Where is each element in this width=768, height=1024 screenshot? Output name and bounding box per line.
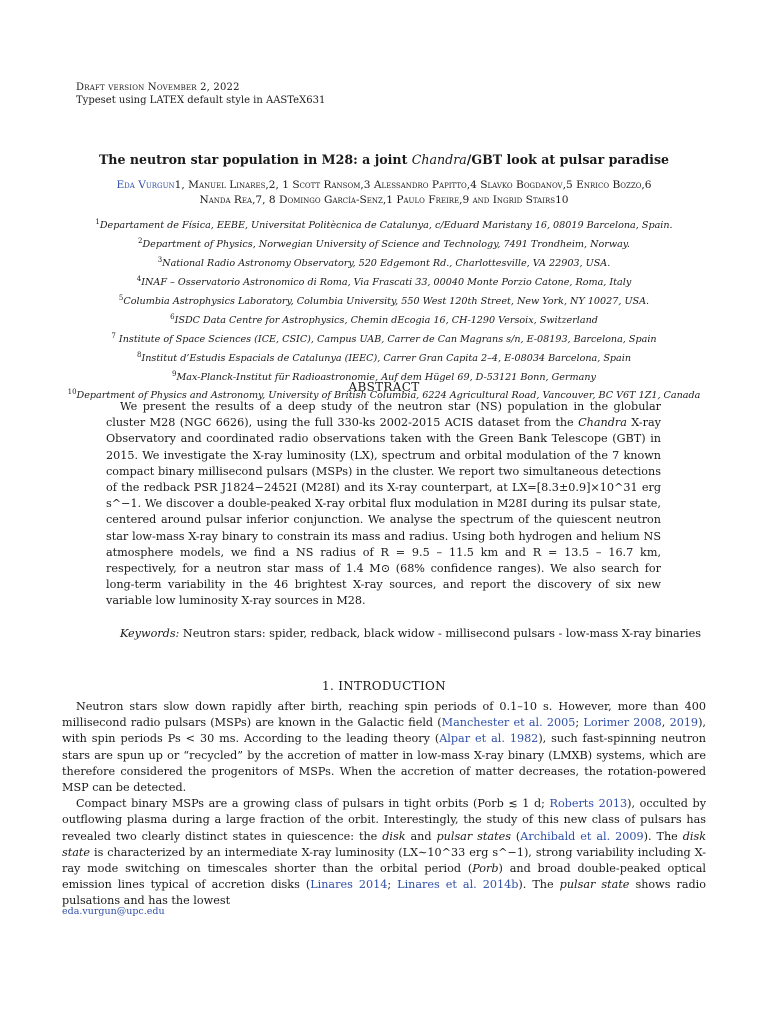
affiliation-5 xyxy=(20,291,748,310)
intro-text: Compact binary MSPs are a growing class of pulsars in tight orbits (Porb ≲ 1 d; xyxy=(76,797,550,811)
citation-link[interactable]: 2019 xyxy=(669,716,699,730)
section-heading-introduction: 1. INTRODUCTION xyxy=(322,679,446,693)
citation-link[interactable]: Manchester et al. 2005 xyxy=(441,716,576,730)
intro-text: ), occulted by outflowing plasma during a large fraction of the orbit. Interestingly, the study of this new class of pulsars has revealed two clearly distinct states in quiescence: the xyxy=(62,797,707,843)
abstract-part-1: We present the results of a deep study of the neutron star (NS) population in the globular cluster M28 (NGC 6626), using the full 330-ks 2002-2015 ACIS dataset from the xyxy=(106,400,661,430)
intro-text: , xyxy=(661,716,670,730)
affiliation-text: Columbia Astrophysics Laboratory, Columbia University, 550 West 120th Street, New York, NY 10027, USA. xyxy=(123,295,650,307)
affiliation-6 xyxy=(20,310,748,329)
affiliation-text: INAF – Osservatorio Astronomico di Roma, Via Frascati 33, 00040 Monte Porzio Catone, Roma, Italy xyxy=(141,277,632,288)
intro-paragraph-2 xyxy=(62,796,706,909)
abstract-chandra: Chandra xyxy=(578,416,627,430)
intro-text: ), such fast-spinning neutron stars are spun up or “recycled” by the accretion of matter in low-mass X-ray binary (LMXB) systems, which are therefore considered the progenitors of MSPs. When the accretion of matter decreases, the rotation-powered MSP can be detected. xyxy=(62,732,706,795)
intro-text: ) and broad double-peaked optical emission lines typical of accretion disks ( xyxy=(62,862,707,892)
first-author-link[interactable]: Eda Vurgun xyxy=(116,179,175,191)
affiliation-3 xyxy=(20,253,748,272)
affiliation-1 xyxy=(20,215,748,234)
affiliation-4 xyxy=(20,272,748,291)
affiliation-text: Max-Planck-Institut für Radioastronomie, Auf dem Hügel 69, D-53121 Bonn, Germany xyxy=(176,371,596,383)
intro-emphasis: pulsar states xyxy=(436,829,511,843)
affiliation-number: 6 xyxy=(170,312,175,321)
intro-text: ; xyxy=(575,716,584,730)
title-part-1: The neutron star population in M28: a joint xyxy=(98,152,412,167)
citation-link[interactable]: Linares 2014 xyxy=(310,878,388,892)
author-list xyxy=(40,178,728,208)
affiliation-text: ISDC Data Centre for Astrophysics, Chemin dEcogia 16, CH-1290 Versoix, Switzerland xyxy=(174,314,598,326)
intro-text: Neutron stars slow down rapidly after birth, reaching spin periods of 0.1–10 s. However, more than 400 millisecond radio pulsars (MSPs) are known in the Galactic field ( xyxy=(62,700,706,730)
abstract-part-2: X-ray Observatory and coordinated radio observations taken with the Green Bank Telescope (GBT) in 2015. We investigate the X-ray luminosity (LX), spectrum and orbital modulation of the 7 known compact binary millisecond pulsars (MSPs) in the cluster. We report two simultaneous detections of the redback PSR J1824−2452I (M28I) and its X-ray counterpart, at LX=[8.3±0.9]×10^31 erg s^−1. We discover a double-peaked X-ray orbital flux modulation in M28I during its pulsar state, centered around pulsar inferior conjunction. We analyse the spectrum of the quiescent neutron star low-mass X-ray binary to constrain its mass and radius. Using both hydrogen and helium NS atmosphere models, we find a NS radius of R = 9.5 – 11.5 km and R = 13.5 – 16.7 km, respectively, for a neutron star mass of 1.4 M⊙ (68% confidence ranges). We also search for long-term variability in the 46 brightest X-ray sources, and report the discovery of six new variable low luminosity X-ray sources in M28. xyxy=(106,416,661,608)
affiliation-text: Department of Physics and Astronomy, University of British Columbia, 6224 Agricultural Road, Vancouver, BC V6T 1Z1, Canada xyxy=(76,390,701,402)
corresponding-email[interactable]: eda.vurgun@upc.edu xyxy=(62,906,165,917)
affiliation-text: Institute of Space Sciences (ICE, CSIC), Campus UAB, Carrer de Can Magrans s/n, E-08193, Barcelona, Spain xyxy=(115,333,657,345)
affiliation-number: 10 xyxy=(67,388,77,397)
intro-text: and xyxy=(405,829,437,843)
affiliation-7 xyxy=(20,329,748,348)
draft-version-line xyxy=(76,81,240,94)
first-author-sup: 1 xyxy=(174,179,182,191)
citation-link[interactable]: Roberts 2013 xyxy=(549,797,628,811)
citation-link[interactable]: Alpar et al. 1982 xyxy=(439,732,539,746)
affiliation-number: 9 xyxy=(172,369,177,378)
intro-text: ; xyxy=(387,878,398,892)
keywords-line xyxy=(106,626,706,642)
affiliation-number: 4 xyxy=(136,274,142,283)
intro-text: ). The xyxy=(643,829,683,843)
affiliation-number: 3 xyxy=(157,255,163,264)
intro-text: ), with spin periods Ps < 30 ms. According to the leading theory ( xyxy=(62,716,706,746)
intro-text: is characterized by an intermediate X-ray luminosity (LX∼10^33 erg s^−1), strong variability including X-ray mode switching on timescales shorter than the orbital period ( xyxy=(62,845,706,876)
intro-text: shows radio pulsations and has the lowest xyxy=(62,878,706,908)
draft-version-text: Draft version November 2, 2022 xyxy=(76,82,240,93)
affiliation-number: 8 xyxy=(136,350,142,359)
affiliation-number: 2 xyxy=(137,236,143,245)
intro-text: ). The xyxy=(518,878,560,892)
intro-text: ( xyxy=(510,829,521,843)
affiliation-text: National Radio Astronomy Observatory, 520 Edgemont Rd., Charlottesville, VA 22903, USA. xyxy=(162,258,611,270)
intro-paragraph-1 xyxy=(62,699,706,796)
affiliation-2 xyxy=(20,234,748,253)
citation-link[interactable]: Linares et al. 2014b xyxy=(397,878,519,892)
citation-link[interactable]: Archibald et al. 2009 xyxy=(520,829,644,843)
keywords-label: Keywords: xyxy=(120,627,180,640)
title-part-2: /GBT look at pulsar paradise xyxy=(466,152,670,167)
author-line-1 xyxy=(40,178,728,193)
affiliation-text: Departament de Física, EEBE, Universitat Politècnica de Catalunya, c/Eduard Maristany 16, 08019 Barcelona, Spain. xyxy=(99,220,673,232)
intro-emphasis: pulsar state xyxy=(559,878,630,892)
author-line-2: Nanda Rea,7, 8 Domingo García-Senz,1 Paulo Freire,9 and Ingrid Stairs10 xyxy=(199,194,569,206)
intro-emphasis: Porb xyxy=(472,862,499,876)
affiliation-text: Institut d’Estudis Espacials de Catalunya (IEEC), Carrer Gran Capita 2–4, E-08034 Barcelona, Spain xyxy=(141,352,632,364)
affiliation-text: Department of Physics, Norwegian University of Science and Technology, 7491 Trondheim, Norway. xyxy=(142,239,630,251)
title-chandra: Chandra xyxy=(411,152,467,167)
paper-title xyxy=(0,152,768,168)
author-line-1-rest: , Manuel Linares,2, 1 Scott Ransom,3 Alessandro Papitto,4 Slavko Bogdanov,5 Enrico Bozzo,6 xyxy=(181,179,652,191)
affiliation-number: 1 xyxy=(95,218,100,226)
abstract-body xyxy=(106,399,661,610)
intro-emphasis: disk xyxy=(382,829,406,843)
typeset-line: Typeset using LATEX default style in AASTeX631 xyxy=(76,95,326,106)
introduction-body xyxy=(62,699,706,910)
affiliation-list xyxy=(20,215,748,404)
affiliation-8 xyxy=(20,348,748,367)
citation-link[interactable]: Lorimer 2008 xyxy=(583,716,662,730)
affiliation-number: 7 xyxy=(111,331,116,340)
abstract-heading: ABSTRACT xyxy=(348,380,420,394)
intro-emphasis: disk state xyxy=(62,829,706,859)
keywords-text: Neutron stars: spider, redback, black widow - millisecond pulsars - low-mass X-ray binaries xyxy=(179,627,701,640)
affiliation-number: 5 xyxy=(118,293,124,302)
